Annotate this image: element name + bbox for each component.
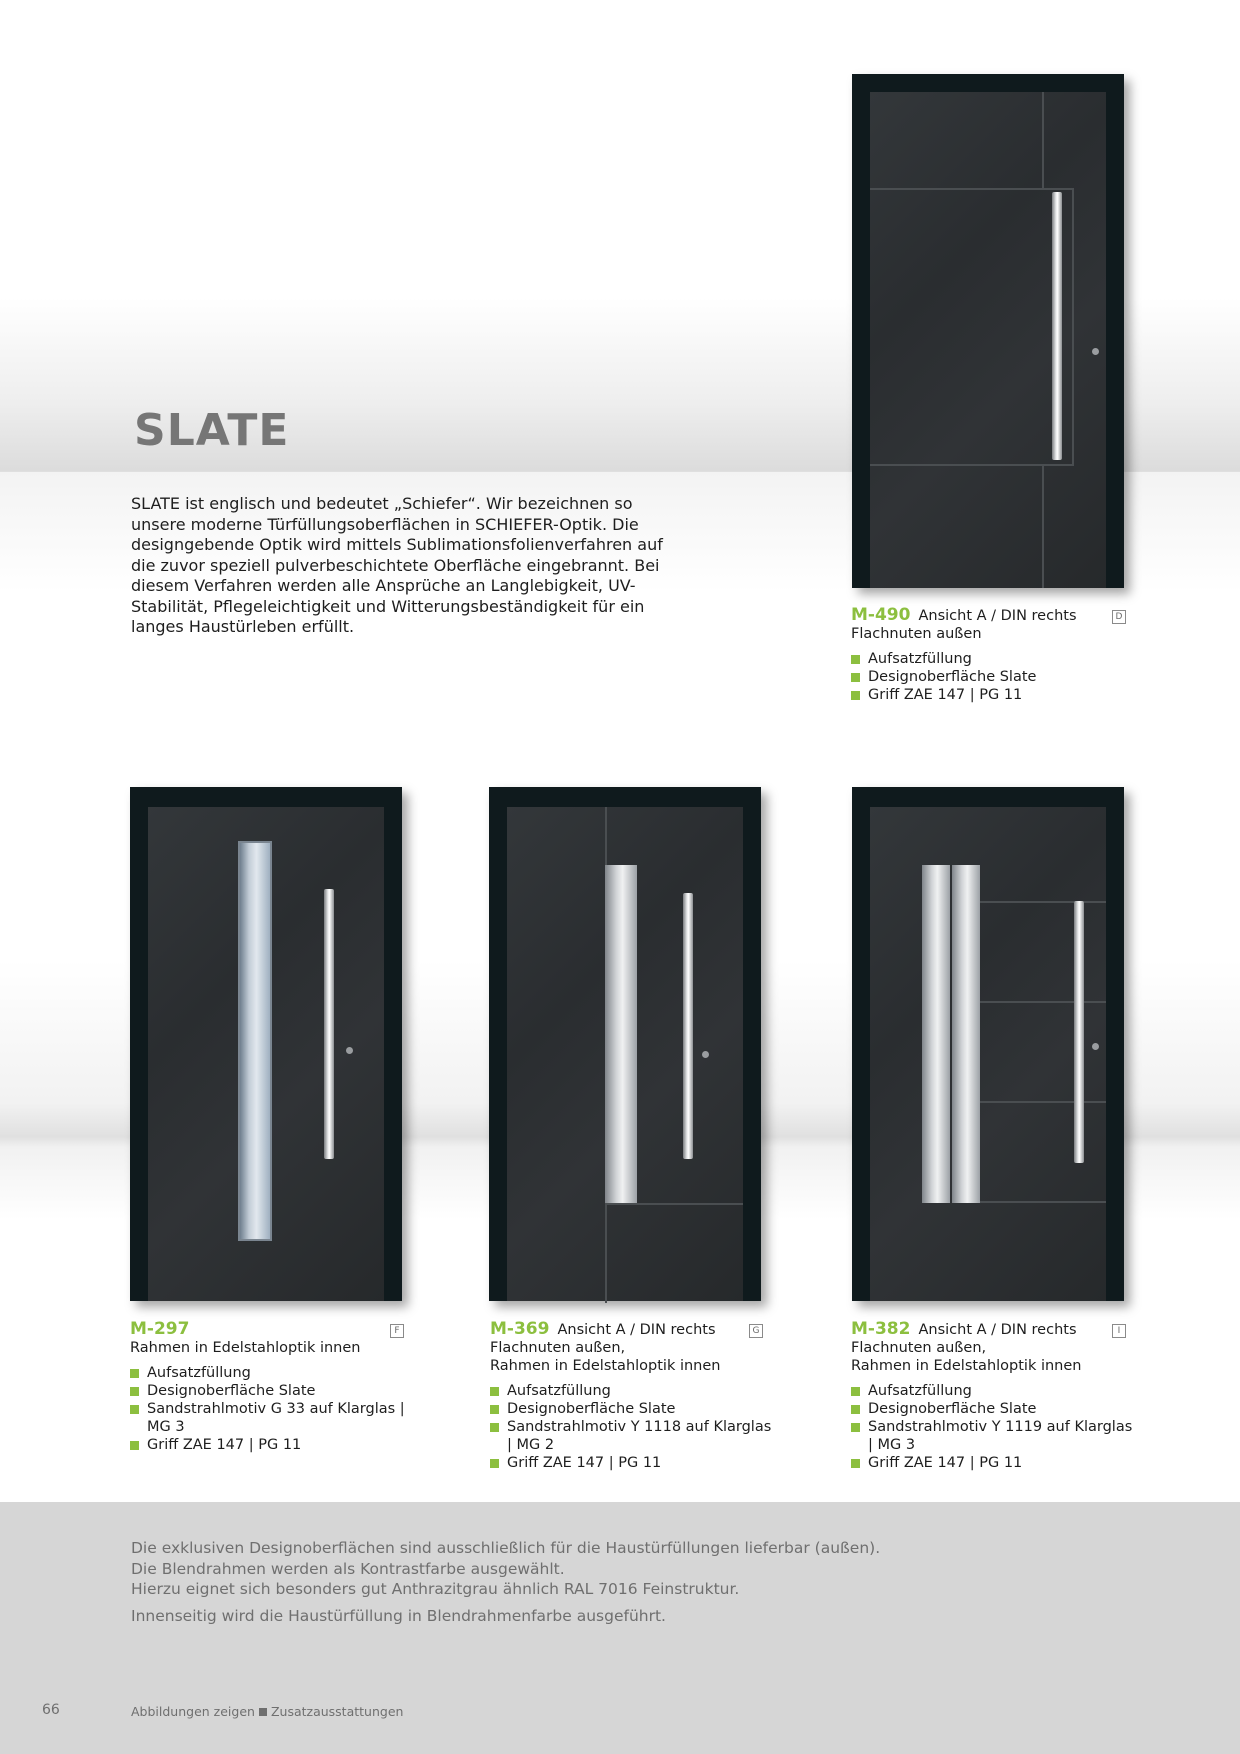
detail-line: Flachnuten außen [851, 626, 982, 642]
detail-line: Rahmen in Edelstahloptik innen [490, 1358, 721, 1374]
note-prefix: Abbildungen zeigen [131, 1704, 255, 1719]
feature-list [490, 1382, 780, 1472]
feature-item: Aufsatzfüllung [130, 1364, 406, 1382]
feature-item: Aufsatzfüllung [851, 650, 1127, 668]
footer-line: Hierzu eignet sich besonders gut Anthrazitgrau ähnlich RAL 7016 Feinstruktur. [131, 1580, 740, 1598]
detail-line: Flachnuten außen, [851, 1340, 987, 1356]
square-icon [259, 1708, 267, 1716]
letter-badge: G [749, 1324, 763, 1338]
feature-item: Griff ZAE 147 | PG 11 [851, 686, 1127, 704]
footer-line: Innenseitig wird die Haustürfüllung in Blendrahmenfarbe ausgeführt. [131, 1606, 666, 1625]
door-image-m382 [852, 787, 1124, 1301]
model-number: M-297 [130, 1319, 190, 1339]
letter-badge: D [1112, 610, 1126, 624]
page-number: 66 [42, 1702, 60, 1718]
feature-item: Sandstrahlmotiv Y 1118 auf Klarglas | MG 2 [490, 1418, 780, 1454]
feature-item: Sandstrahlmotiv Y 1119 auf Klarglas | MG 3 [851, 1418, 1141, 1454]
letter-badge: F [390, 1324, 404, 1338]
detail-line: Rahmen in Edelstahloptik innen [130, 1340, 361, 1356]
feature-item: Aufsatzfüllung [851, 1382, 1141, 1400]
door-image-m490 [852, 74, 1124, 588]
product-caption-m382 [851, 1320, 1141, 1472]
footer-line: Die Blendrahmen werden als Kontrastfarbe ausgewählt. [131, 1559, 565, 1578]
feature-item: Designoberfläche Slate [490, 1400, 780, 1418]
intro-text: SLATE ist englisch und bedeutet „Schiefer“. Wir bezeichnen so unsere moderne Türfüllungsoberflächen in SCHIEFER-Optik. Die designgebende Optik wird mittels Sublimationsfolienverfahren auf die zuvor speziell pulverbeschichtete Oberfläche eingebrannt. Bei diesem Verfahren werden alle Ansprüche an Langlebigkeit, UV-Stabilität, Pflegeleichtigkeit und Witterungsbeständigkeit für ein langes Haustürleben erfüllt. [131, 494, 663, 636]
view-text: Ansicht A / DIN rechts [918, 1322, 1077, 1338]
model-number: M-490 [851, 605, 911, 625]
feature-item: Sandstrahlmotiv G 33 auf Klarglas | MG 3 [130, 1400, 406, 1436]
note-suffix: Zusatzausstattungen [270, 1704, 404, 1719]
illustration-note [131, 1704, 403, 1719]
feature-item: Griff ZAE 147 | PG 11 [130, 1436, 406, 1454]
feature-list [851, 650, 1127, 704]
feature-item: Designoberfläche Slate [851, 668, 1127, 686]
view-text: Ansicht A / DIN rechts [918, 608, 1077, 624]
model-number: M-369 [490, 1319, 550, 1339]
feature-item: Designoberfläche Slate [130, 1382, 406, 1400]
feature-item: Aufsatzfüllung [490, 1382, 780, 1400]
model-number: M-382 [851, 1319, 911, 1339]
product-caption-m369 [490, 1320, 780, 1472]
footer-line: Die exklusiven Designoberflächen sind ausschließlich für die Haustürfüllungen lieferbar (außen). [131, 1539, 881, 1557]
feature-item: Designoberfläche Slate [851, 1400, 1141, 1418]
feature-list [130, 1364, 406, 1454]
feature-item: Griff ZAE 147 | PG 11 [851, 1454, 1141, 1472]
feature-item: Griff ZAE 147 | PG 11 [490, 1454, 780, 1472]
page-title: SLATE [134, 405, 290, 456]
feature-list [851, 1382, 1141, 1472]
product-caption-m297 [130, 1320, 406, 1454]
view-text: Ansicht A / DIN rechts [557, 1322, 716, 1338]
door-image-m297 [130, 787, 402, 1301]
product-caption-m490 [851, 606, 1127, 704]
letter-badge: I [1112, 1324, 1126, 1338]
footer-text [131, 1538, 1131, 1626]
door-image-m369 [489, 787, 761, 1301]
detail-line: Flachnuten außen, [490, 1340, 626, 1356]
detail-line: Rahmen in Edelstahloptik innen [851, 1358, 1082, 1374]
